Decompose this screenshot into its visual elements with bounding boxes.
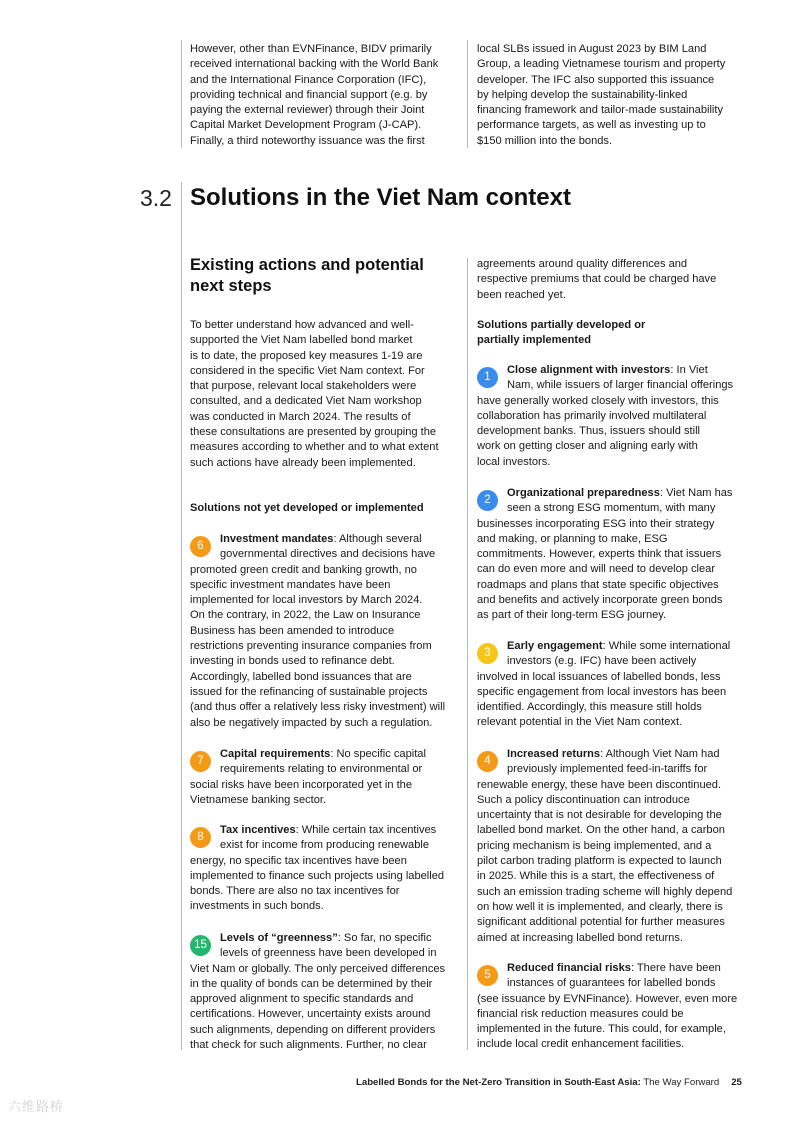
measure-text-line: bonds. There are also no tax incentives for bbox=[190, 885, 400, 898]
measure-text-line: levels of greenness have been developed in bbox=[220, 947, 437, 960]
measure-first-line bbox=[190, 747, 458, 762]
top-right-paragraph bbox=[477, 42, 749, 149]
column-divider bbox=[467, 258, 468, 1050]
measure-text-line: uncertainty that is not desirable for developing the bbox=[477, 809, 722, 822]
text-line: is to date, the proposed key measures 1-19 are bbox=[190, 349, 423, 362]
measure-title: Close alignment with investors bbox=[507, 364, 671, 376]
top-left-divider bbox=[181, 40, 182, 148]
measure-text-line: development banks. Thus, issuers should still bbox=[477, 425, 701, 438]
measure-number-badge: 3 bbox=[477, 643, 498, 664]
measure-text-line: Vietnamese banking sector. bbox=[190, 793, 327, 806]
measure-text-line: work on getting closer and aligning early with bbox=[477, 440, 698, 453]
measure-item-15 bbox=[190, 931, 458, 1053]
measure-text-line: (and thus offer a relatively less risky investment) will bbox=[190, 701, 446, 714]
measure-text-line: commitments. However, experts think that issuers bbox=[477, 548, 722, 561]
right-subhead bbox=[477, 318, 749, 349]
text-line: these consultations are presented by grouping the bbox=[190, 426, 437, 439]
left-subhead: Solutions not yet developed or implemented bbox=[190, 502, 424, 514]
measure-text-line: Such a policy discontinuation can introduce bbox=[477, 793, 690, 806]
text-line: by helping develop the sustainability-linked bbox=[477, 88, 688, 101]
measure-text-line: On the contrary, in 2022, the Law on Insurance bbox=[190, 609, 421, 622]
measure-first-line bbox=[477, 363, 745, 378]
text-line: considered in the specific Viet Nam context. For bbox=[190, 364, 425, 377]
measure-text-line: restrictions preventing insurance companies from bbox=[190, 640, 432, 653]
measure-title: Early engagement bbox=[507, 640, 603, 652]
measure-text-line: implemented for local investors by March 2024. bbox=[190, 594, 423, 607]
measure-text-line: Business has been amended to introduce bbox=[190, 624, 395, 637]
measure-item-4 bbox=[477, 747, 745, 946]
measure-text-line: implemented to finance such projects using labelled bbox=[190, 869, 445, 882]
text-line: consulted, and a dedicated Viet Nam workshop bbox=[190, 395, 422, 408]
left-heading-lines bbox=[190, 255, 465, 297]
top-right-lines bbox=[477, 42, 749, 149]
text-line: However, other than EVNFinance, BIDV primarily bbox=[190, 43, 432, 55]
measure-number-badge: 15 bbox=[190, 935, 211, 956]
text-line: that purpose, relevant local stakeholders were bbox=[190, 380, 417, 393]
measure-title: Tax incentives bbox=[220, 824, 296, 836]
text-line: Finally, a third noteworthy issuance was the first bbox=[190, 134, 425, 147]
measure-text-line: and benefits and actively incorporate green bonds bbox=[477, 594, 723, 607]
measure-first-line bbox=[190, 931, 458, 946]
measure-first-text: : No specific capital bbox=[330, 748, 426, 760]
measure-text-line: (see issuance by EVNFinance). However, even more bbox=[477, 992, 738, 1005]
text-line: $150 million into the bonds. bbox=[477, 134, 613, 147]
measure-text-line: aimed at increasing labelled bond returns. bbox=[477, 931, 683, 944]
text-line: Capital Market Development Program (J-CAP). bbox=[190, 119, 422, 132]
measure-number-badge: 7 bbox=[190, 751, 211, 772]
measure-text-line: labelled bond market. On the other hand, a carbon bbox=[477, 824, 725, 837]
measure-text-line: businesses incorporating ESG into their strategy bbox=[477, 517, 715, 530]
right-subhead-lines bbox=[477, 318, 749, 349]
measure-text-line: such alignments, depending on different providers bbox=[190, 1023, 436, 1036]
measure-text-line: also be negatively impacted by such a regulation. bbox=[190, 716, 433, 729]
measure-title: Increased returns bbox=[507, 748, 601, 760]
measure-text-line: can do even more and will need to develop clear bbox=[477, 563, 716, 576]
measure-first-text: : So far, no specific bbox=[337, 932, 432, 944]
section-title: Solutions in the Viet Nam context bbox=[190, 184, 571, 211]
footer-subtitle: The Way Forward bbox=[640, 1077, 720, 1088]
measure-text-line: collaboration has primarily involved multilateral bbox=[477, 409, 707, 422]
measure-number-badge: 5 bbox=[477, 965, 498, 986]
measure-text-line: specific engagement from local investors has been bbox=[477, 685, 727, 698]
text-line: such actions have already been implemented. bbox=[190, 456, 416, 469]
measure-text-line: specific investment mandates have been bbox=[190, 578, 391, 591]
left-intro-lines bbox=[190, 318, 462, 471]
measure-first-line bbox=[477, 486, 745, 501]
measure-first-text: : While some international bbox=[602, 640, 731, 652]
measure-title: Reduced financial risks bbox=[507, 962, 631, 974]
measure-text-line: issued for the refinancing of sustainable projects bbox=[190, 685, 428, 698]
text-line: Existing actions and potential bbox=[190, 256, 424, 274]
text-line: To better understand how advanced and well- bbox=[190, 319, 414, 331]
right-continuation bbox=[477, 257, 749, 303]
footer-title: Labelled Bonds for the Net-Zero Transition in South-East Asia: bbox=[356, 1077, 641, 1088]
measure-title: Investment mandates bbox=[220, 533, 334, 545]
measure-text-line: have generally worked closely with investors, this bbox=[477, 394, 719, 407]
measure-text-line: such an emission trading scheme will highly depend bbox=[477, 885, 733, 898]
measure-text-line: requirements relating to environmental or bbox=[220, 763, 423, 776]
text-line: was conducted in March 2024. The results of bbox=[190, 410, 411, 423]
measure-number-badge: 2 bbox=[477, 490, 498, 511]
measure-item-8 bbox=[190, 823, 458, 915]
text-line: partially implemented bbox=[477, 334, 592, 347]
section-number: 3.2 bbox=[140, 185, 172, 211]
measure-text-line: pilot carbon trading platform is expected to launch bbox=[477, 855, 722, 868]
text-line: next steps bbox=[190, 277, 272, 295]
measure-number-badge: 8 bbox=[190, 827, 211, 848]
top-left-paragraph bbox=[190, 42, 462, 149]
measure-first-line bbox=[190, 532, 458, 547]
page-number: 25 bbox=[731, 1077, 742, 1088]
left-heading bbox=[190, 255, 465, 297]
text-line: respective premiums that could be charged have bbox=[477, 273, 717, 286]
text-line: performance targets, as well as investing up to bbox=[477, 119, 706, 132]
measure-first-line bbox=[477, 747, 745, 762]
measure-text-line: include local credit enhancement facilities. bbox=[477, 1038, 685, 1051]
text-line: providing technical and financial support (e.g. by bbox=[190, 88, 428, 101]
footer bbox=[356, 1077, 742, 1088]
measure-text-line: as part of their long-term ESG journey. bbox=[477, 609, 667, 622]
top-right-divider bbox=[467, 40, 468, 148]
measure-text-line: that check for such alignments. Further, no clear bbox=[190, 1039, 427, 1052]
measure-text-line: energy, no specific tax incentives have been bbox=[190, 854, 407, 867]
text-line: and the International Finance Corporation (IFC), bbox=[190, 73, 427, 86]
measure-first-text: : While certain tax incentives bbox=[295, 824, 437, 836]
measure-text-line: identified. Accordingly, this measure still holds bbox=[477, 701, 702, 714]
measure-first-text: : In Viet bbox=[670, 364, 708, 376]
measure-first-line bbox=[190, 823, 458, 838]
measure-text-line: approved alignment to specific standards and bbox=[190, 993, 414, 1006]
measure-text-line: investors (e.g. IFC) have been actively bbox=[507, 655, 697, 668]
measure-item-6 bbox=[190, 532, 458, 731]
measure-text-line: previously implemented feed-in-tariffs for bbox=[507, 763, 708, 776]
measure-first-line bbox=[477, 639, 745, 654]
measure-title: Capital requirements bbox=[220, 748, 331, 760]
measure-text-line: Viet Nam or globally. The only perceived differences bbox=[190, 962, 446, 975]
right-cont-lines bbox=[477, 257, 749, 303]
measure-text-line: instances of guarantees for labelled bonds bbox=[507, 977, 716, 990]
measure-text-line: local investors. bbox=[477, 455, 551, 468]
measure-item-3 bbox=[477, 639, 745, 731]
measure-text-line: renewable energy, these have been discontinued. bbox=[477, 778, 722, 791]
measure-text-line: exist for income from producing renewable bbox=[220, 839, 430, 852]
text-line: paying the external reviewer) through their Joint bbox=[190, 104, 425, 117]
text-line: been reached yet. bbox=[477, 288, 566, 301]
measure-item-7 bbox=[190, 747, 458, 808]
measure-number-badge: 6 bbox=[190, 536, 211, 557]
measure-text-line: promoted green credit and banking growth, no bbox=[190, 563, 417, 576]
measure-item-2 bbox=[477, 486, 745, 624]
measure-number-badge: 1 bbox=[477, 367, 498, 388]
left-intro-paragraph bbox=[190, 318, 462, 471]
measure-first-text: : There have been bbox=[630, 962, 721, 974]
measure-text-line: on how well it is implemented, and clearly, there is bbox=[477, 900, 723, 913]
measure-text-line: certifications. However, uncertainty exists around bbox=[190, 1008, 431, 1021]
measure-title: Levels of “greenness” bbox=[220, 932, 338, 944]
text-line: developer. The IFC also supported this issuance bbox=[477, 73, 715, 86]
measure-text-line: social risks have been incorporated yet in the bbox=[190, 778, 412, 791]
measure-first-text: : Although several bbox=[333, 533, 422, 545]
measure-text-line: financial risk reduction measures could be bbox=[477, 1007, 684, 1020]
measure-text-line: pricing mechanism is being implemented, and a bbox=[477, 839, 712, 852]
watermark: 六维路桥 bbox=[8, 1099, 65, 1114]
measure-number-badge: 4 bbox=[477, 751, 498, 772]
measure-text-line: seen a strong ESG momentum, with many bbox=[507, 502, 716, 515]
text-line: Solutions partially developed or bbox=[477, 319, 646, 331]
measure-text-line: in the quality of bonds can be determined by their bbox=[190, 977, 433, 990]
text-line: local SLBs issued in August 2023 by BIM Land bbox=[477, 43, 707, 55]
measure-title: Organizational preparedness bbox=[507, 487, 660, 499]
measure-text-line: significant additional potential for further measures bbox=[477, 916, 725, 929]
text-line: supported the Viet Nam labelled bond market bbox=[190, 334, 413, 347]
text-line: Group, a leading Vietnamese tourism and property bbox=[477, 58, 726, 71]
measure-item-1 bbox=[477, 363, 745, 470]
text-line: received international backing with the World Bank bbox=[190, 58, 439, 71]
measure-text-line: investing in bonds used to refinance debt. bbox=[190, 655, 395, 668]
text-line: agreements around quality differences and bbox=[477, 258, 688, 270]
measure-text-line: in 2025. While this is a start, the effectiveness of bbox=[477, 870, 715, 883]
measure-first-text: : Viet Nam has bbox=[659, 487, 733, 499]
text-line: measures according to whether and to what extent bbox=[190, 441, 439, 454]
top-left-lines bbox=[190, 42, 462, 149]
measure-item-5 bbox=[477, 961, 745, 1053]
measure-text-line: relevant potential in the Viet Nam context. bbox=[477, 716, 683, 729]
measure-first-text: : Although Viet Nam had bbox=[600, 748, 720, 760]
measure-text-line: roadmaps and plans that state specific objectives bbox=[477, 578, 719, 591]
measure-text-line: governmental directives and decisions have bbox=[220, 548, 436, 561]
measure-first-line bbox=[477, 961, 745, 976]
section-divider bbox=[181, 182, 182, 1050]
measure-text-line: involved in local issuances of labelled bonds, less bbox=[477, 670, 721, 683]
measure-text-line: and making, or planning to make, ESG bbox=[477, 532, 668, 545]
measure-text-line: Nam, while issuers of larger financial offerings bbox=[507, 379, 734, 392]
text-line: financing framework and tailor-made sustainability bbox=[477, 104, 724, 117]
measure-text-line: investments in such bonds. bbox=[190, 900, 324, 913]
measure-text-line: Accordingly, labelled bond issuances that are bbox=[190, 670, 412, 683]
measure-text-line: implemented in the future. This could, for example, bbox=[477, 1023, 726, 1036]
